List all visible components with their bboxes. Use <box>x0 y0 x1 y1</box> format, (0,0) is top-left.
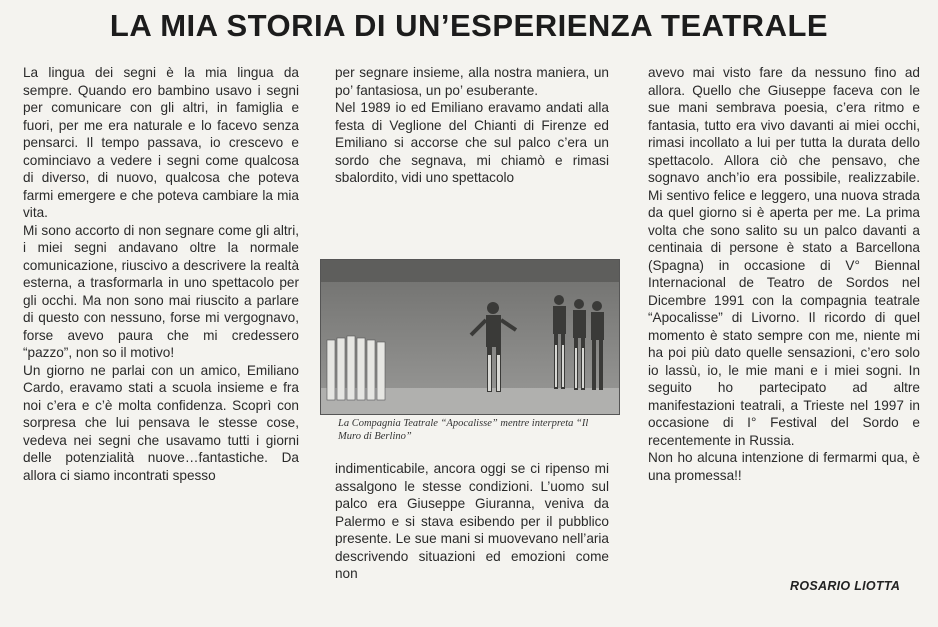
stage-performers-image <box>321 260 619 414</box>
text-column-2-bottom <box>335 460 609 583</box>
paragraph: La lingua dei segni è la mia lingua da sempre. Quando ero bambino usavo i segni per comunicare con gli altri, in famiglia e fuori, per me era naturale e lo facevo senza pensarci. Il tempo passava, io crescevo e cominciavo a vedere i segni come qualcosa di diverso, di nuovo, qualcosa che poteva farmi emergere e che poteva cambiare la mia vita. <box>23 65 299 220</box>
paragraph: Mi sono accorto di non segnare come gli altri, i miei segni andavano oltre la normale comunicazione, riuscivo a descrivere la realtà esterna, a trasformarla in uno spettacolo per gli occhi. Ma non sono mai riuscito a parlare di questo con nessuno, forse mi vergognavo, forse avevo paura che mi credessero “pazzo”, non so il motivo! <box>23 222 299 360</box>
article-title: LA MIA STORIA DI UN’ESPERIENZA TEATRALE <box>109 8 829 43</box>
text-column-1 <box>23 64 299 484</box>
text-column-3 <box>648 64 920 484</box>
author-signature: ROSARIO LIOTTA <box>790 579 901 593</box>
text-column-2-top <box>335 64 609 187</box>
paragraph: Non ho alcuna intenzione di fermarmi qua, è una promessa!! <box>648 450 920 483</box>
paragraph: Nel 1989 io ed Emiliano eravamo andati alla festa di Veglione del Chianti di Firenze ed Emiliano si accorse che sul palco c’era un sordo che segnava, mi chiamò e rimasi sbalordito, vidi uno spettacolo <box>335 100 609 185</box>
paragraph: Un giorno ne parlai con un amico, Emiliano Cardo, eravamo stati a scuola insieme e fra noi c’era e c’è molta confidenza. Scoprì con sorpresa che lui pensava le stesse cose, vedeva nei segni che usavamo tutti i giorni delle potenzialità nuove…fantastiche. Da allora ci siamo incontrati spesso <box>23 362 299 483</box>
photo-caption: La Compagnia Teatrale “Apocalisse” mentre interpreta “Il Muro di Berlino” <box>338 418 589 442</box>
theatre-photo <box>320 259 620 415</box>
paragraph: indimenticabile, ancora oggi se ci ripenso mi assalgono le stesse condizioni. L’uomo sul palco era Giuseppe Giuranna, veniva da Palermo e si stava esibendo per il pubblico presente. Le sue mani si muovevano nell’aria descrivendo situazioni ed emozioni come non <box>335 461 609 581</box>
paragraph: avevo mai visto fare da nessuno fino ad allora. Quello che Giuseppe faceva con le sue mani sembrava poesia, c’era ritmo e fantasia, tutto era vivo davanti ai miei occhi, rimasi incollato a lui per tutta la durata dello spettacolo. Allora ciò che pensavo, che sognavo anch’io era possibile, realizzabile. Mi sentivo felice e leggero, una nuova strada da quel giorno si è aperta per me. La prima volta che sono salito su un palco davanti a centinaia di persone è stato a Barcellona (Spagna) in occasione di V° Biennal Internacional de Teatro de Sordos nel Dicembre 1991 con la compagnia teatrale “Apocalisse” di Livorno. Il ricordo di quel momento è stato sempre con me, niente mi ha poi più dato quelle sensazioni, c’ero solo io lassù, io, le mie mani e i miei sogni. In seguito ho partecipato ad altre manifestazioni teatrali, a Trieste nel 1997 in occasione di I° Festival del Sordo e recentemente in Russia. <box>648 65 920 448</box>
paragraph: per segnare insieme, alla nostra maniera, un po’ fantasiosa, un po’ esuberante. <box>335 65 609 98</box>
